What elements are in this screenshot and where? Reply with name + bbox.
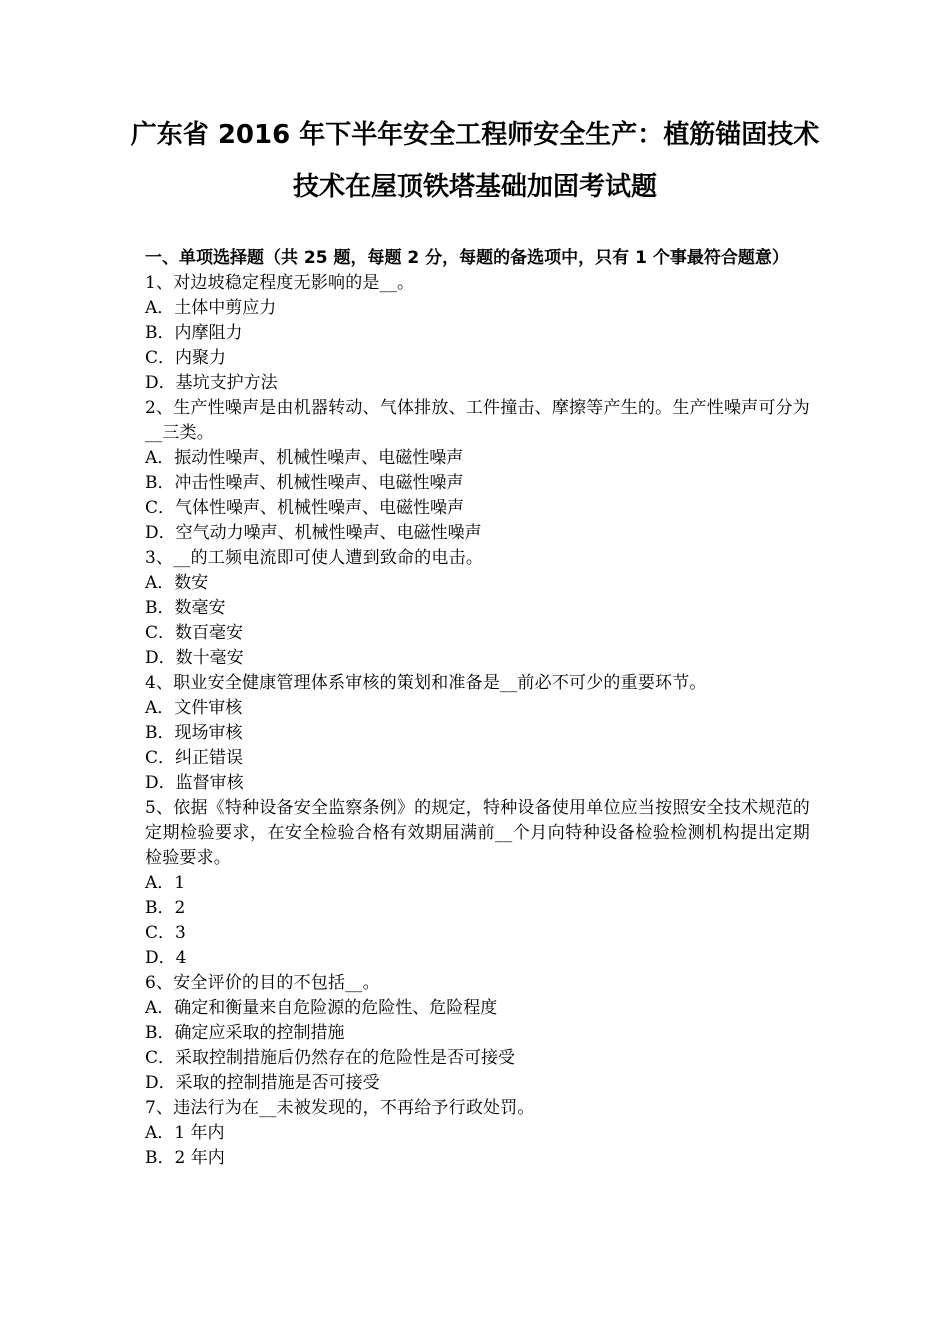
question-stem: 5、依据《特种设备安全监察条例》的规定，特种设备使用单位应当按照安全技术规范的定期检验要求，在安全检验合格有效期届满前__个月向特种设备检验检测机构提出定期检验要求。: [145, 798, 810, 868]
question-5: [145, 796, 810, 971]
section-heading: 一、单项选择题（共 25 题，每题 2 分，每题的备选项中，只有 1 个事最符合题意）: [145, 248, 789, 268]
option-a: A．确定和衡量来自危险源的危险性、危险程度: [145, 998, 498, 1018]
option-c: C．气体性噪声、机械性噪声、电磁性噪声: [145, 498, 465, 518]
option-b: B．数毫安: [145, 598, 226, 618]
option-a: A．振动性噪声、机械性噪声、电磁性噪声: [145, 448, 464, 468]
option-b: B．冲击性噪声、机械性噪声、电磁性噪声: [145, 473, 464, 493]
question-stem: 4、职业安全健康管理体系审核的策划和准备是__前必不可少的重要环节。: [145, 673, 707, 693]
option-c: C．采取控制措施后仍然存在的危险性是否可接受: [145, 1048, 516, 1068]
question-1: [145, 271, 810, 396]
option-b: B．内摩阻力: [145, 323, 243, 343]
question-stem: 6、安全评价的目的不包括__。: [145, 973, 380, 993]
question-stem: 3、__的工频电流即可使人遭到致命的电击。: [145, 548, 484, 568]
option-b: B．现场审核: [145, 723, 243, 743]
question-6: [145, 971, 810, 1096]
option-d: D．采取的控制措施是否可接受: [145, 1073, 380, 1093]
option-a: A．1 年内: [145, 1123, 225, 1143]
option-d: D．监督审核: [145, 773, 244, 793]
option-b: B．2: [145, 898, 186, 918]
option-c: C．内聚力: [145, 348, 227, 368]
question-stem: 7、违法行为在__未被发现的，不再给予行政处罚。: [145, 1098, 535, 1118]
question-4: [145, 671, 810, 796]
option-a: A．数安: [145, 573, 209, 593]
option-c: C．3: [145, 923, 186, 943]
document-title-line2: 技术在屋顶铁塔基础加固考试题: [292, 172, 657, 202]
option-a: A．土体中剪应力: [145, 298, 277, 318]
question-stem: 1、对边坡稳定程度无影响的是__。: [145, 273, 415, 293]
option-d: D．空气动力噪声、机械性噪声、电磁性噪声: [145, 523, 482, 543]
option-a: A．文件审核: [145, 698, 243, 718]
question-7: [145, 1096, 810, 1171]
option-d: D．数十毫安: [145, 648, 244, 668]
option-c: C．纠正错误: [145, 748, 244, 768]
option-d: D．4: [145, 948, 187, 968]
option-b: B．2 年内: [145, 1148, 225, 1168]
option-b: B．确定应采取的控制措施: [145, 1023, 345, 1043]
option-d: D．基坑支护方法: [145, 373, 278, 393]
question-3: [145, 546, 810, 671]
document-body: [145, 246, 810, 1171]
question-stem: 2、生产性噪声是由机器转动、气体排放、工件撞击、摩擦等产生的。生产性噪声可分为__三类。: [145, 398, 810, 443]
question-2: [145, 396, 810, 546]
document-title-line1: 广东省 2016 年下半年安全工程师安全生产：植筋锚固技术: [130, 120, 820, 150]
option-a: A．1: [145, 873, 186, 893]
option-c: C．数百毫安: [145, 623, 244, 643]
